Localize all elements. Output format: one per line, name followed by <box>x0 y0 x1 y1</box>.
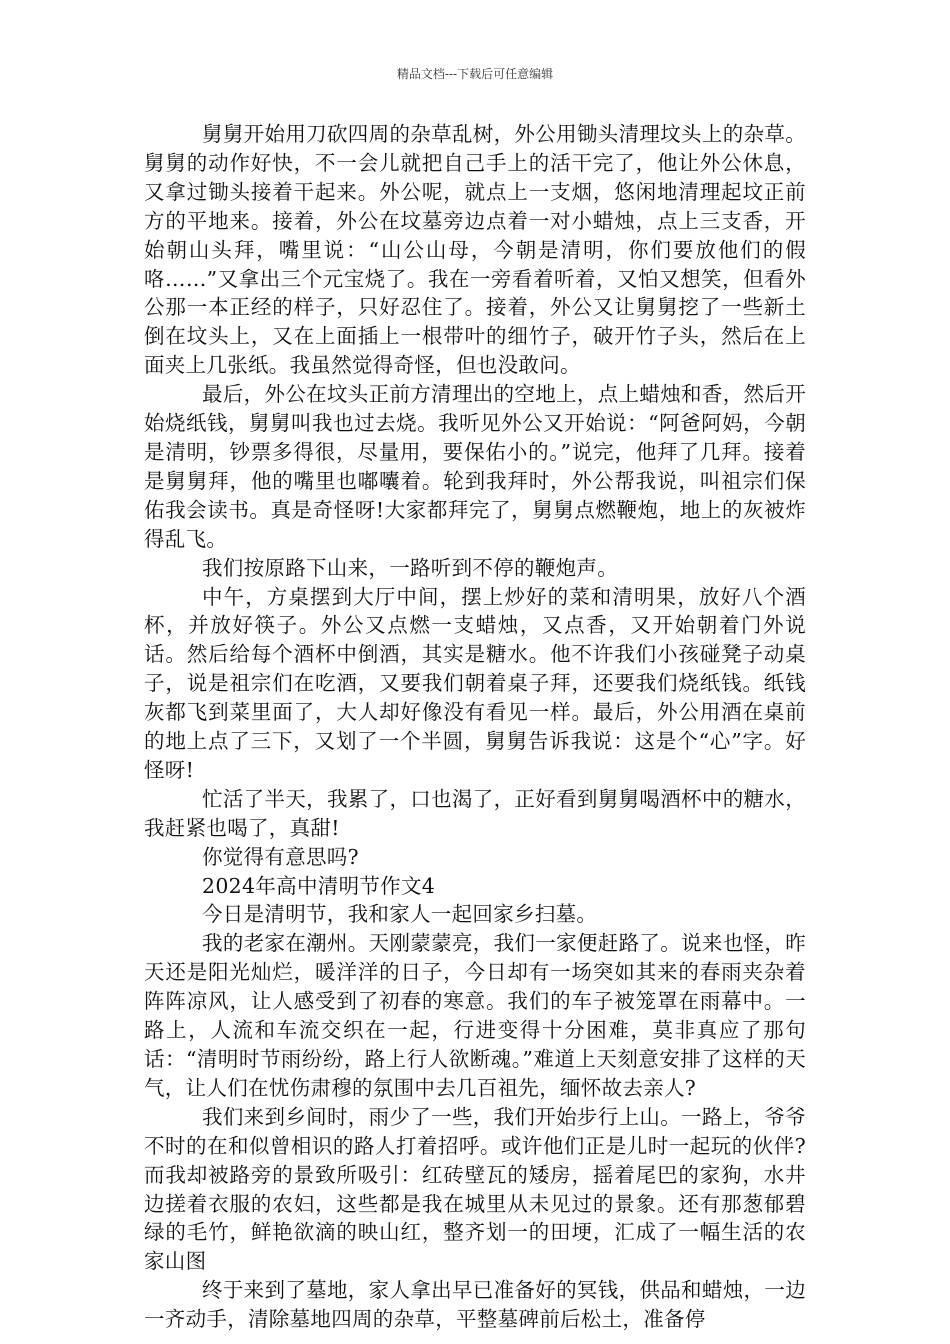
document-body <box>144 120 806 1334</box>
paragraph: 你觉得有意思吗? <box>202 844 359 869</box>
paragraph: 中午，方桌摆到大厅中间，摆上炒好的菜和清明果，放好八个酒杯，并放好筷子。外公又点燃一支蜡烛，又点香，又开始朝着门外说话。然后给每个酒杯中倒酒，其实是糖水。他不许我们小孩碰凳子动桌子，说是祖宗们在吃酒，又要我们朝着桌子拜，还要我们烧纸钱。纸钱灰都飞到菜里面了，大人却好像没有看见一样。最后，外公用酒在桌前的地上点了三下，又划了一个半圆，舅舅告诉我说：这是个“心”字。好怪呀! <box>144 584 806 782</box>
section-heading: 2024年高中清明节作文4 <box>202 873 436 898</box>
paragraph: 舅舅开始用刀砍四周的杂草乱树，外公用锄头清理坟头上的杂草。舅舅的动作好快，不一会儿就把自己手上的活干完了，他让外公休息，又拿过锄头接着干起来。外公呢，就点上一支烟，悠闲地清理起坟正前方的平地来。接着，外公在坟墓旁边点着一对小蜡烛，点上三支香，开始朝山头拜，嘴里说：“山公山母，今朝是清明，你们要放他们的假咯……”又拿出三个元宝烧了。我在一旁看着听着，又怕又想笑，但看外公那一本正经的样子，只好忍住了。接着，外公又让舅舅挖了一些新土倒在坟头上，又在上面插上一根带叶的细竹子，破开竹子头，然后在上面夹上几张纸。我虽然觉得奇怪，但也没敢问。 <box>144 122 806 378</box>
paragraph: 我们按原路下山来，一路听到不停的鞭炮声。 <box>202 555 618 580</box>
paragraph: 我们来到乡间时，雨少了一些，我们开始步行上山。一路上，爷爷不时的在和似曾相识的路人打着招呼。或许他们正是儿时一起玩的伙伴?而我却被路旁的景致所吸引：红砖壁瓦的矮房，摇着尾巴的家狗，水井边搓着衣服的农妇，这些都是我在城里从未见过的景象。还有那葱郁碧绿的毛竹，鲜艳欲滴的映山红，整齐划一的田埂，汇成了一幅生活的农家山图 <box>144 1104 806 1274</box>
page-header: 精品文档---下载后可任意编辑 <box>396 67 554 81</box>
paragraph: 今日是清明节，我和家人一起回家乡扫墓。 <box>202 902 598 927</box>
paragraph: 我的老家在潮州。天刚蒙蒙亮，我们一家便赶路了。说来也怪，昨天还是阳光灿烂，暖洋洋的日子，今日却有一场突如其来的春雨夹杂着阵阵凉风，让人感受到了初春的寒意。我们的车子被笼罩在雨幕中。一路上，人流和车流交织在一起，行进变得十分困难，莫非真应了那句话：“清明时节雨纷纷，路上行人欲断魂。”难道上天刻意安排了这样的天气，让人们在忧伤肃穆的氛围中去几百祖先，缅怀故去亲人? <box>144 931 806 1100</box>
paragraph: 终于来到了墓地，家人拿出早已准备好的冥钱，供品和蜡烛，一边一齐动手，清除墓地四周的杂草，平整墓碑前后松土，准备停 <box>144 1278 806 1332</box>
paragraph: 最后，外公在坟头正前方清理出的空地上，点上蜡烛和香，然后开始烧纸钱，舅舅叫我也过去烧。我听见外公又开始说：“阿爸阿妈，今朝是清明，钞票多得很，尽量用，要保佑小的。”说完，他拜了几拜。接着是舅舅拜，他的嘴里也嘟囔着。轮到我拜时，外公帮我说，叫祖宗们保佑我会读书。真是奇怪呀!大家都拜完了，舅舅点燃鞭炮，地上的灰被炸得乱飞。 <box>144 382 806 551</box>
paragraph: 忙活了半天，我累了，口也渴了，正好看到舅舅喝酒杯中的糖水，我赶紧也喝了，真甜! <box>144 786 806 840</box>
